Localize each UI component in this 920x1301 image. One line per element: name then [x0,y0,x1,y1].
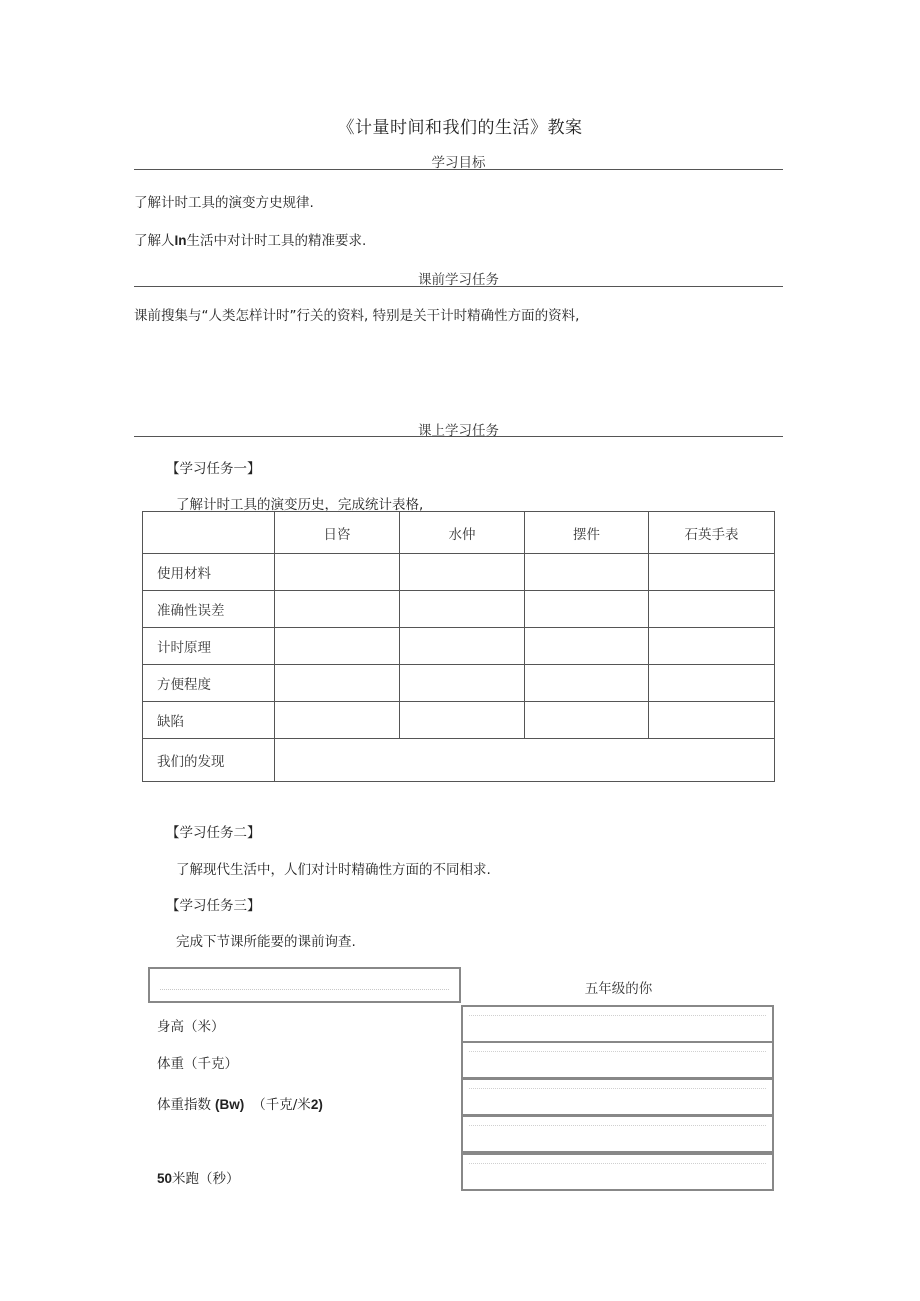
table-cell[interactable] [400,702,525,739]
objective-item-2-bold: In [174,233,187,248]
table-row [143,665,775,702]
row-label: 计时原理 [143,628,275,665]
section-divider [134,436,783,437]
table-cell[interactable] [525,554,649,591]
table-row [143,702,775,739]
survey-label-50m-run [157,1167,240,1187]
run-distance: 50 [157,1171,173,1186]
table-header-cell: 水仲 [400,512,525,554]
table-cell[interactable] [525,628,649,665]
table-cell[interactable] [275,665,400,702]
timekeeping-tools-table [142,511,775,782]
task3-label: 【学习任务三】 [166,898,261,914]
table-cell[interactable] [275,628,400,665]
objective-item-1: 了解计时工具的演变方史规律. [134,195,314,211]
table-header-cell [143,512,275,554]
objective-item-2-suffix: 生活中对计时工具的精准要求. [186,233,367,249]
table-cell[interactable] [525,702,649,739]
bmi-label-abbr: (Bw) [215,1097,245,1112]
table-row [143,554,775,591]
row-label: 缺陷 [143,702,275,739]
table-cell[interactable] [275,702,400,739]
table-row [143,628,775,665]
section-divider [134,286,783,287]
table-cell[interactable] [525,591,649,628]
row-label: 准确性误差 [143,591,275,628]
run-label-suffix: 米跑（秒） [172,1171,240,1187]
table-cell[interactable] [525,665,649,702]
survey-input-blank[interactable] [461,1115,774,1153]
task1-text: 了解计时工具的演变历史，完成统计表格, [176,497,424,513]
survey-input-height[interactable] [461,1005,774,1043]
table-cell[interactable] [649,591,775,628]
table-cell[interactable] [400,591,525,628]
section-heading-objectives: 学习目标 [431,155,486,171]
table-cell[interactable] [400,628,525,665]
table-cell[interactable] [400,554,525,591]
section-divider [134,169,783,170]
table-cell[interactable] [275,591,400,628]
table-header-cell: 日咨 [275,512,400,554]
table-cell[interactable] [649,628,775,665]
objective-item-2 [134,229,366,249]
table-summary-row [143,739,775,782]
section-heading-in-class: 课上学习任务 [418,423,499,439]
survey-label-height: 身高（米） [157,1019,225,1035]
objective-item-2-prefix: 了解人 [134,233,175,249]
survey-input-bmi[interactable] [461,1078,774,1116]
table-header-cell: 石英手表 [649,512,775,554]
table-header-row [143,512,775,554]
summary-cell[interactable] [275,739,775,782]
survey-header-blank-box [148,967,461,1003]
task3-text: 完成下节课所能要的课前询查. [176,934,356,950]
table-cell[interactable] [275,554,400,591]
table-header-cell: 摆件 [525,512,649,554]
bmi-label-unit: （千克/米 [252,1097,311,1113]
survey-label-weight: 体重（千克） [157,1056,238,1072]
task2-label: 【学习任务二】 [166,825,261,841]
section-heading-pre-class: 课前学习任务 [418,272,499,288]
table-cell[interactable] [649,702,775,739]
table-row [143,591,775,628]
bmi-label-exponent: 2) [310,1097,323,1112]
task1-label: 【学习任务一】 [166,461,261,477]
pre-class-task-text: 课前搜集与“人类怎样计时”行关的资料, 特别是关干计时精确性方面的资料, [134,308,580,324]
survey-column-header: 五年级的你 [584,981,653,997]
survey-input-weight[interactable] [461,1041,774,1079]
row-label: 使用材料 [143,554,275,591]
bmi-label-prefix: 体重指数 [157,1097,211,1113]
table-cell[interactable] [400,665,525,702]
survey-input-50m-run[interactable] [461,1153,774,1191]
table-cell[interactable] [649,554,775,591]
document-title: 《计量时间和我们的生活》教案 [337,118,583,138]
row-label: 方便程度 [143,665,275,702]
task2-text: 了解现代生活中，人们对计时精确性方面的不同相求. [176,862,491,878]
survey-label-bmi [157,1093,323,1113]
row-label: 我们的发现 [143,739,275,782]
table-cell[interactable] [649,665,775,702]
